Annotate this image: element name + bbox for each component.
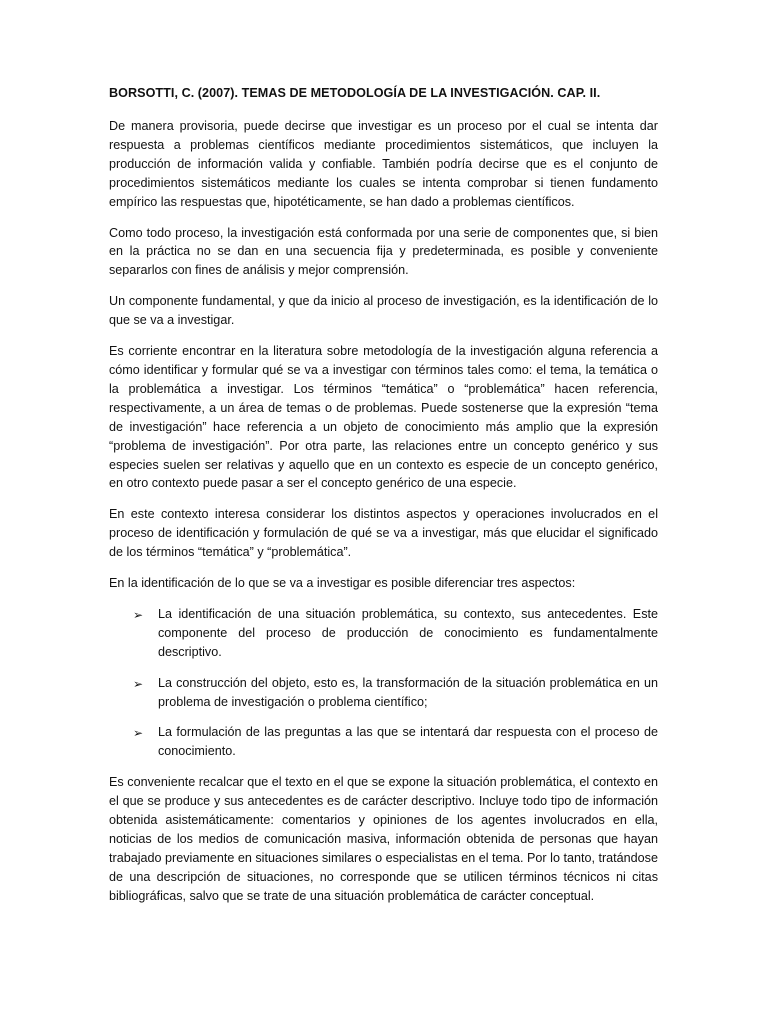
bullet-text: La construcción del objeto, esto es, la transformación de la situación problemática en un problema de investigación o problema científico;: [158, 675, 658, 709]
document-title: BORSOTTI, C. (2007). TEMAS DE METODOLOGÍA DE LA INVESTIGACIÓN. CAP. II.: [109, 86, 601, 100]
paragraph-5: En este contexto interesa considerar los distintos aspectos y operaciones involucrados en el proceso de identificación y formulación de qué se va a investigar, más que elucidar el significado de los términos “temática” y “problemática”.: [109, 507, 658, 560]
paragraph-1: De manera provisoria, puede decirse que investigar es un proceso por el cual se intenta dar respuesta a problemas científicos mediante procedimientos sistemáticos, que incluyen la producción de información valida y confiable. También podría decirse que es el conjunto de procedimientos sistemáticos mediante los cuales se intenta comprobar si tienen fundamento empírico las respuestas que, hipotéticamente, se han dado a problemas científicos.: [109, 119, 658, 209]
bullet-list: [109, 605, 658, 761]
bullet-item: [109, 723, 658, 761]
arrowhead-bullet-icon: ➢: [133, 607, 144, 622]
bullet-item: [109, 674, 658, 712]
bullet-item: [109, 605, 658, 662]
closing-paragraph: Es conveniente recalcar que el texto en el que se expone la situación problemática, el contexto en el que se produce y sus antecedentes es de carácter descriptivo. Incluye todo tipo de información obtenida asistemáticamente: comentarios y opiniones de los agentes involucrados en ella, noticias de los medios de comunicación masiva, información obtenida de personas que hayan trabajado previamente en situaciones similares o especialistas en el tema. Por lo tanto, tratándose de una descripción de situaciones, no corresponde que se utilicen términos técnicos ni citas bibliográficas, salvo que se trate de una situación problemática de carácter conceptual.: [109, 775, 658, 903]
paragraph-3: Un componente fundamental, y que da inicio al proceso de investigación, es la identificación de lo que se va a investigar.: [109, 294, 658, 328]
paragraph-2: Como todo proceso, la investigación está conformada por una serie de componentes que, si bien en la práctica no se dan en una secuencia fija y predeterminada, es posible y conveniente separarlos con fines de análisis y mejor comprensión.: [109, 225, 658, 278]
paragraph-6: En la identificación de lo que se va a investigar es posible diferenciar tres aspectos:: [109, 576, 576, 591]
bullet-text: La identificación de una situación problemática, su contexto, sus antecedentes. Este componente del proceso de producción de conocimiento es fundamentalmente descriptivo.: [158, 606, 658, 659]
arrowhead-bullet-icon: ➢: [133, 676, 144, 691]
arrowhead-bullet-icon: ➢: [133, 726, 144, 741]
bullet-text: La formulación de las preguntas a las que se intentará dar respuesta con el proceso de conocimiento.: [158, 725, 658, 759]
paragraph-4: Es corriente encontrar en la literatura sobre metodología de la investigación alguna referencia a cómo identificar y formular qué se va a investigar con términos tales como: el tema, la temática o la problemática a investigar. Los términos “temática” o “problemática” hacen referencia, respectivamente, a un área de temas o de problemas. Puede sostenerse que la expresión “tema de investigación” hace referencia a un objeto de conocimiento más amplio que la expresión “problema de investigación”. Por otra parte, las relaciones entre un concepto genérico y sus especies suelen ser relativas y aquello que en un contexto es especie de un concepto genérico, en otro contexto puede pasar a ser el concepto genérico de una especie.: [109, 344, 658, 491]
